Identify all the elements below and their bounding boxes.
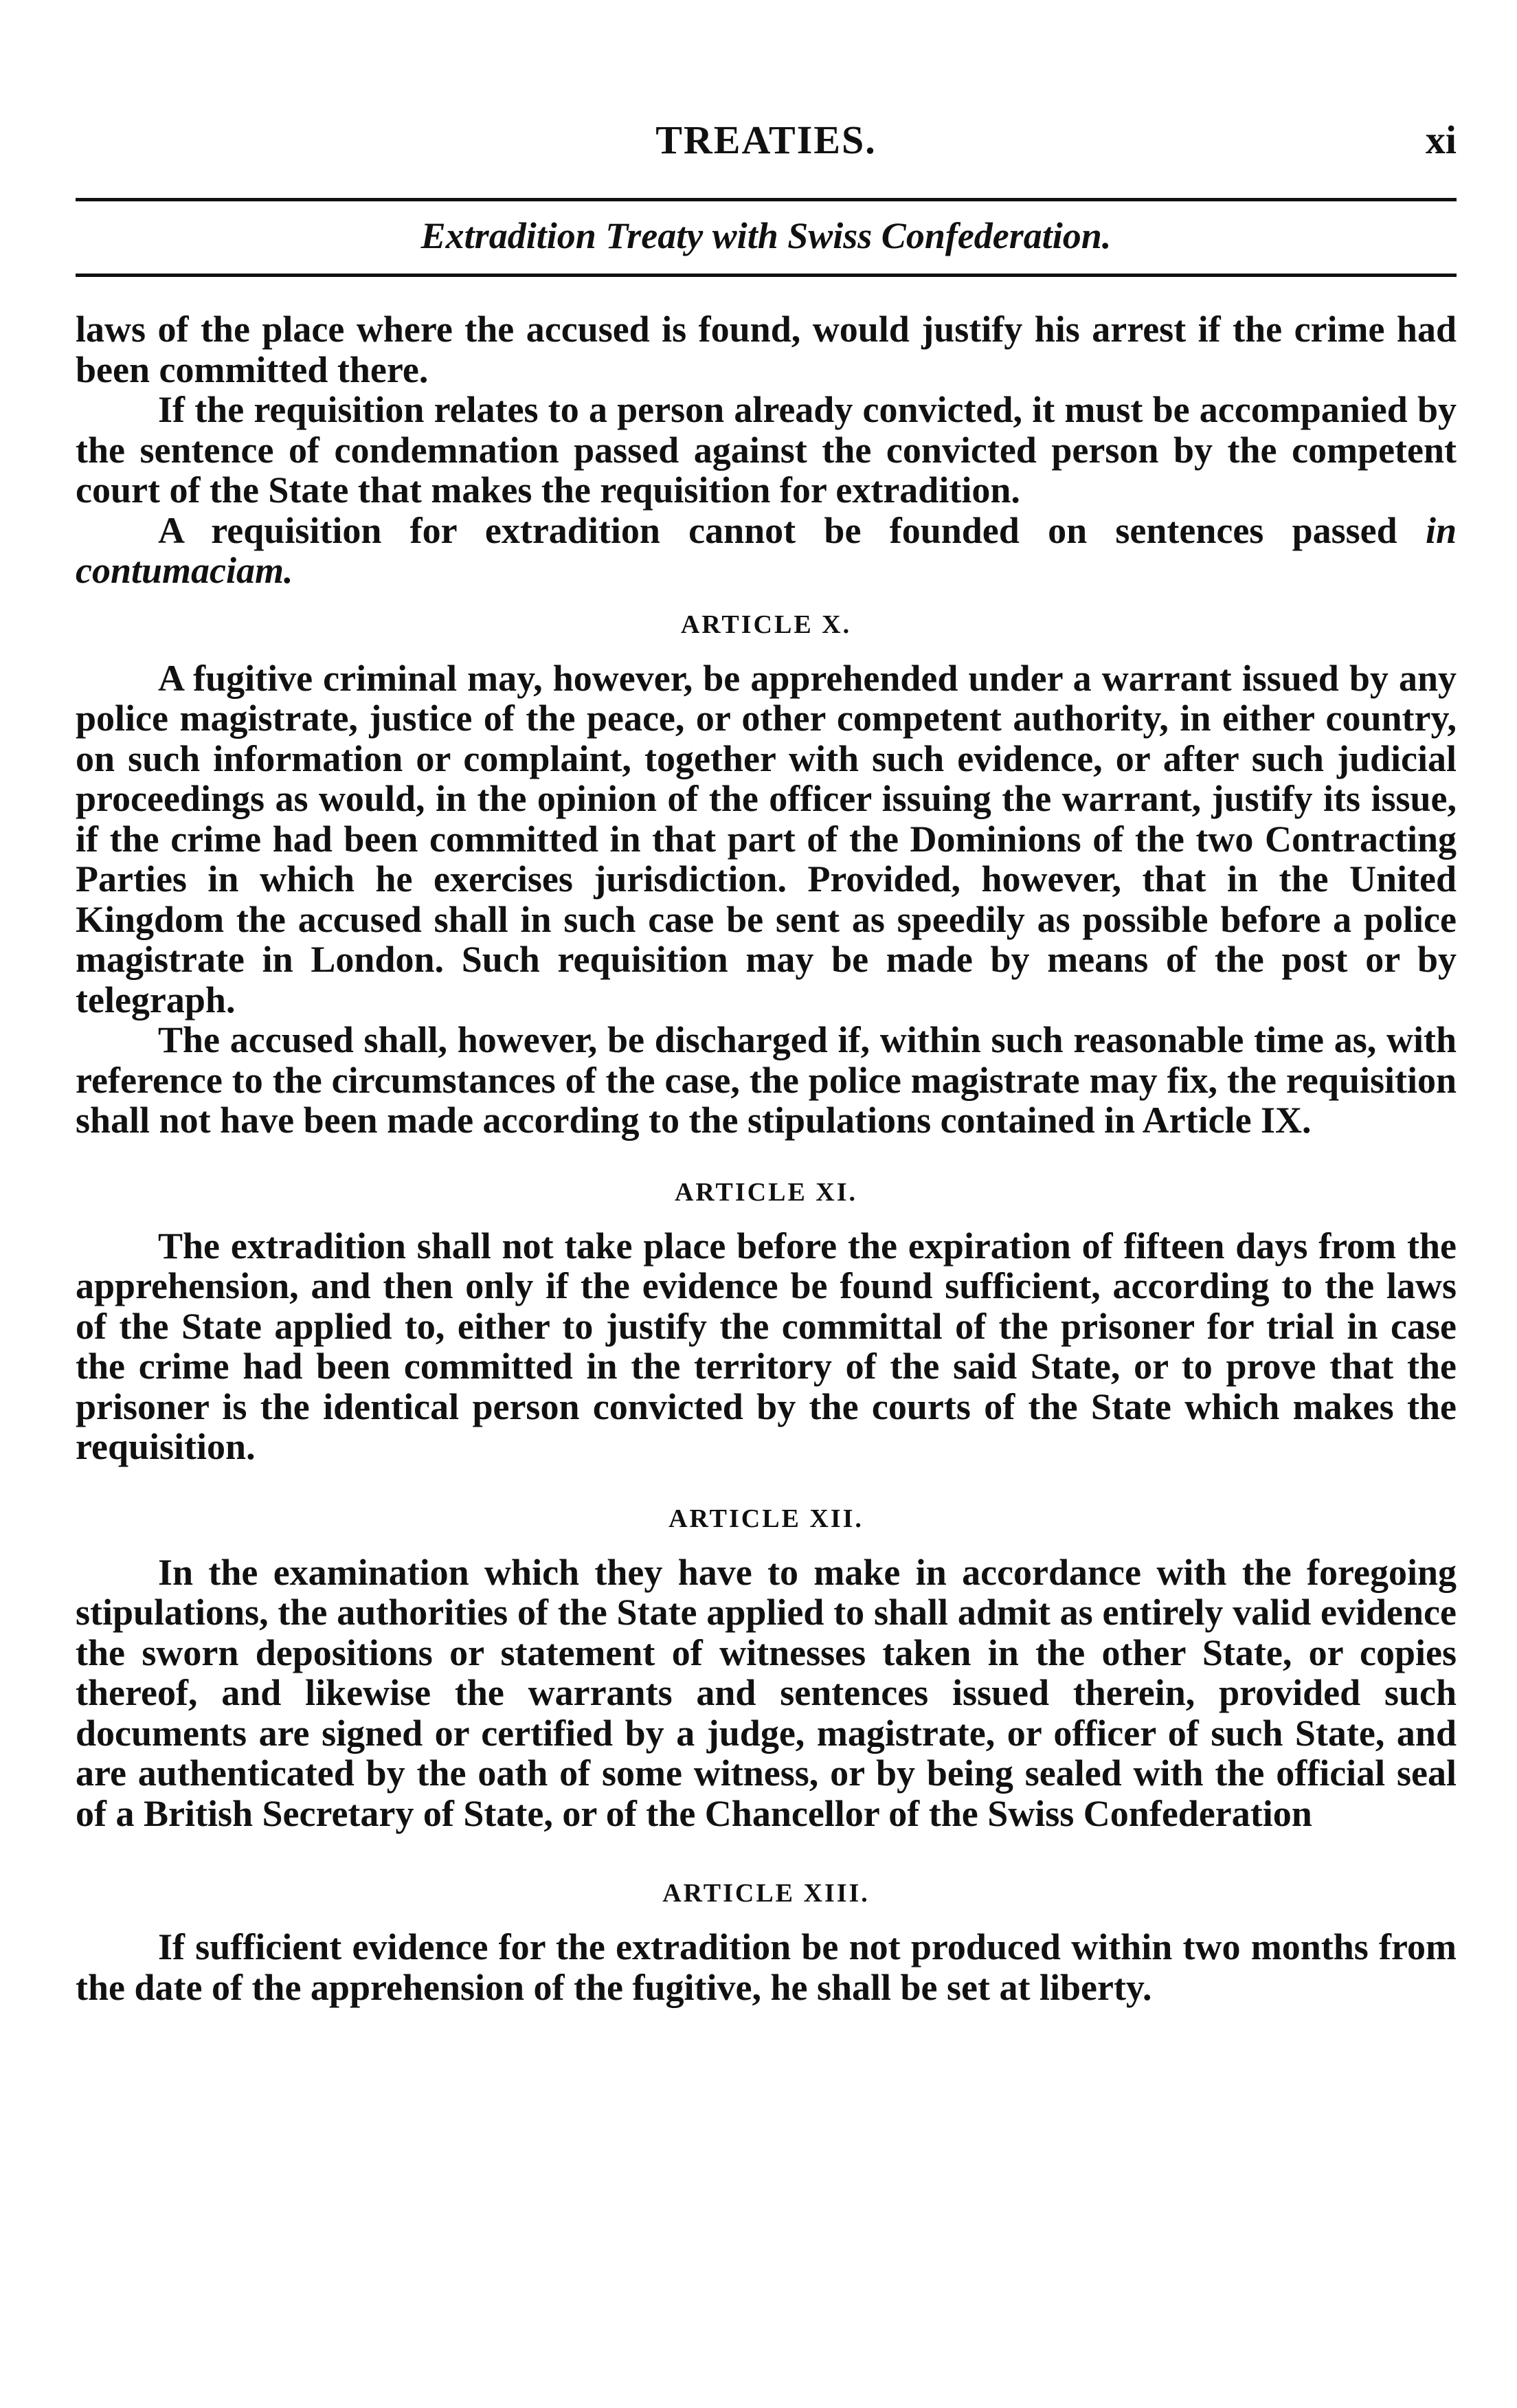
page-header xyxy=(76,117,1457,172)
section-subtitle: Extradition Treaty with Swiss Confederation. xyxy=(420,215,1112,256)
article-heading-x: ARTICLE X. xyxy=(680,610,852,639)
paragraph-continuation: laws of the place where the accused is found, would justify his arrest if the crime had been committed there. xyxy=(76,309,1457,390)
body-text xyxy=(76,309,1457,2007)
article-xii-paragraph-1: In the examination which they have to make in accordance with the foregoing stipulations, the authorities of the State applied to shall admit as entirely valid evidence the sworn depositions or statement of witnesses taken in the other State, or copies thereof, and likewise the warrants and sentences issued therein, provided such documents are signed or certified by a judge, magistrate, or officer of such State, and are authenticated by the oath of some witness, or by being sealed with the official seal of a British Secretary of State, or of the Chancellor of the Swiss Confederation xyxy=(76,1551,1457,1834)
paragraph-convicted-person: If the requisition relates to a person already convicted, it must be accompanied by the sentence of condemnation passed against the convicted person by the competent court of the State that makes the requisition for extradition. xyxy=(76,389,1457,511)
contumaciam-italic: in contumaciam. xyxy=(76,509,1457,591)
article-heading-xiii: ARTICLE XIII. xyxy=(662,1879,870,1908)
article-x-paragraph-2: The accused shall, however, be discharged if, within such reasonable time as, with reference to the circumstances of the case, the police magistrate may fix, the requisition shall not have been made according to the stipulations contained in Article IX. xyxy=(76,1019,1457,1141)
contumaciam-text: A requisition for extradition cannot be founded on sentences passed xyxy=(158,509,1426,551)
article-heading-xii: ARTICLE XII. xyxy=(668,1504,864,1533)
header-rule-bottom xyxy=(76,274,1457,277)
page-number: xi xyxy=(1425,118,1457,162)
paragraph-contumaciam xyxy=(76,511,1457,591)
running-title: TREATIES. xyxy=(655,118,877,162)
article-x-paragraph-1: A fugitive criminal may, however, be apprehended under a warrant issued by any police magistrate, justice of the peace, or other competent authority, in either country, on such information or complaint, together with such evidence, or after such judicial proceedings as would, in the opinion of the officer issuing the warrant, justify its issue, if the crime had been committed in that part of the Dominions of the two Contracting Parties in which he exercises jurisdiction. Provided, however, that in the United Kingdom the accused shall in such case be sent as speedily as possible before a police magistrate in London. Such requisition may be made by means of the post or by telegraph. xyxy=(76,657,1457,1021)
header-rule-top xyxy=(76,198,1457,201)
article-heading-xi: ARTICLE XI. xyxy=(674,1177,858,1207)
article-xiii-paragraph-1: If sufficient evidence for the extradition be not produced within two months from the date of the apprehension of the fugitive, he shall be set at liberty. xyxy=(76,1926,1457,2008)
article-xi-paragraph-1: The extradition shall not take place before the expiration of fifteen days from the apprehension, and then only if the evidence be found sufficient, according to the laws of the State applied to, either to justify the committal of the prisoner for trial in case the crime had been committed in the territory of the said State, or to prove that the prisoner is the identical person convicted by the courts of the State which makes the requisition. xyxy=(76,1225,1457,1467)
